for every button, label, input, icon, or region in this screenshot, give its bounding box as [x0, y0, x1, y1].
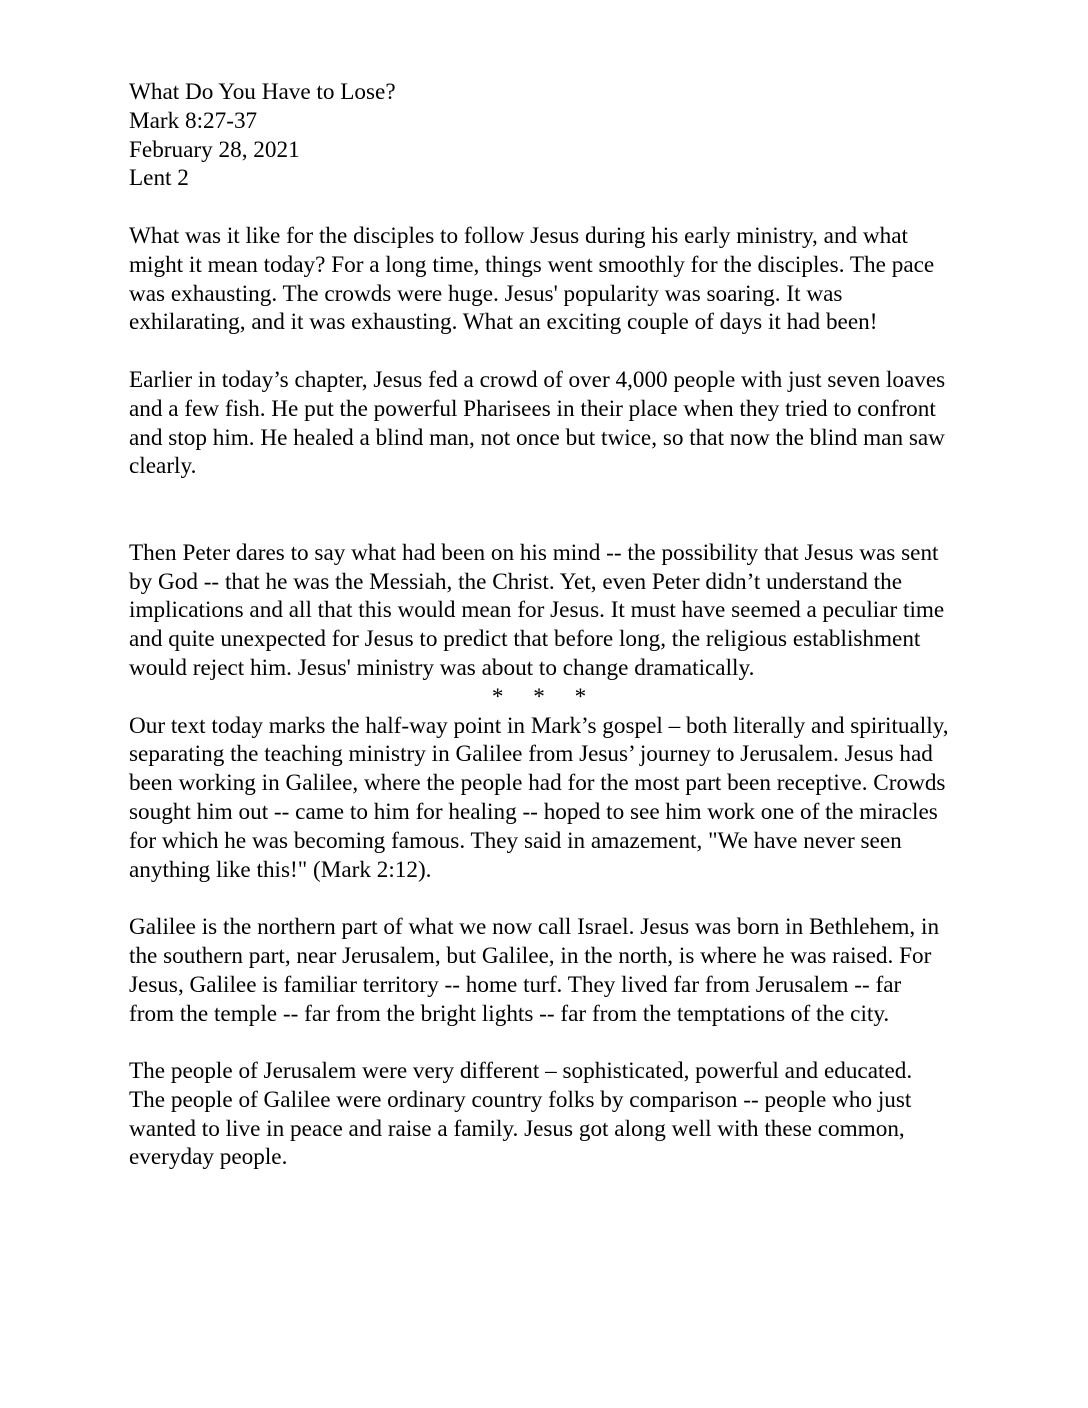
paragraph-6: The people of Jerusalem were very different – sophisticated, powerful and educated. The people of Galilee were ordinary country folks by comparison -- people who just wanted to live in peace and raise a family. Jesus got along well with these common, everyday people.	[129, 1058, 913, 1171]
sermon-header	[129, 78, 949, 193]
separator-asterisk: *	[574, 683, 587, 710]
separator-asterisk: *	[491, 683, 504, 710]
liturgical-season: Lent 2	[129, 165, 189, 192]
sermon-date: February 28, 2021	[129, 136, 300, 163]
paragraph-5: Galilee is the northern part of what we now call Israel. Jesus was born in Bethlehem, in the southern part, near Jerusalem, but Galilee, in the north, is where he was raised. For Jesus, Galilee is familiar territory -- home turf. They lived far from Jerusalem -- far from the temple -- far from the bright lights -- far from the temptations of the city.	[129, 914, 940, 1027]
paragraph-4: Our text today marks the half-way point in Mark’s gospel – both literally and spiritually, separating the teaching ministry in Galilee from Jesus’ journey to Jerusalem. Jesus had been working in Galilee, where the people had for the most part been receptive. Crowds sought him out -- came to him for healing -- hoped to see him work one of the miracles for which he was becoming famous. They said in amazement, "We have never seen anything like this!" (Mark 2:12).	[129, 712, 949, 883]
separator-asterisk: *	[533, 683, 545, 710]
sermon-title: What Do You Have to Lose?	[129, 79, 396, 105]
document-page	[129, 78, 949, 1172]
scripture-reference: Mark 8:27-37	[129, 107, 258, 134]
paragraph-1: What was it like for the disciples to follow Jesus during his early ministry, and what might it mean today? For a long time, things went smoothly for the disciples. The pace was exhausting. The crowds were huge. Jesus' popularity was soaring. It was exhilarating, and it was exhausting. What an exciting couple of days it had been!	[129, 222, 935, 336]
paragraph-2: Earlier in today’s chapter, Jesus fed a crowd of over 4,000 people with just seven loaves and a few fish. He put the powerful Pharisees in their place when they tried to confront and stop him. He healed a blind man, not once but twice, so that now the blind man saw clearly.	[129, 366, 946, 480]
paragraph-3: Then Peter dares to say what had been on his mind -- the possibility that Jesus was sent by God -- that he was the Messiah, the Christ. Yet, even Peter didn’t understand the implications and all that this would mean for Jesus. It must have seemed a peculiar time and quite unexpected for Jesus to predict that before long, the religious establishment would reject him. Jesus' ministry was about to change dramatically.	[129, 539, 945, 681]
section-separator	[129, 683, 949, 712]
